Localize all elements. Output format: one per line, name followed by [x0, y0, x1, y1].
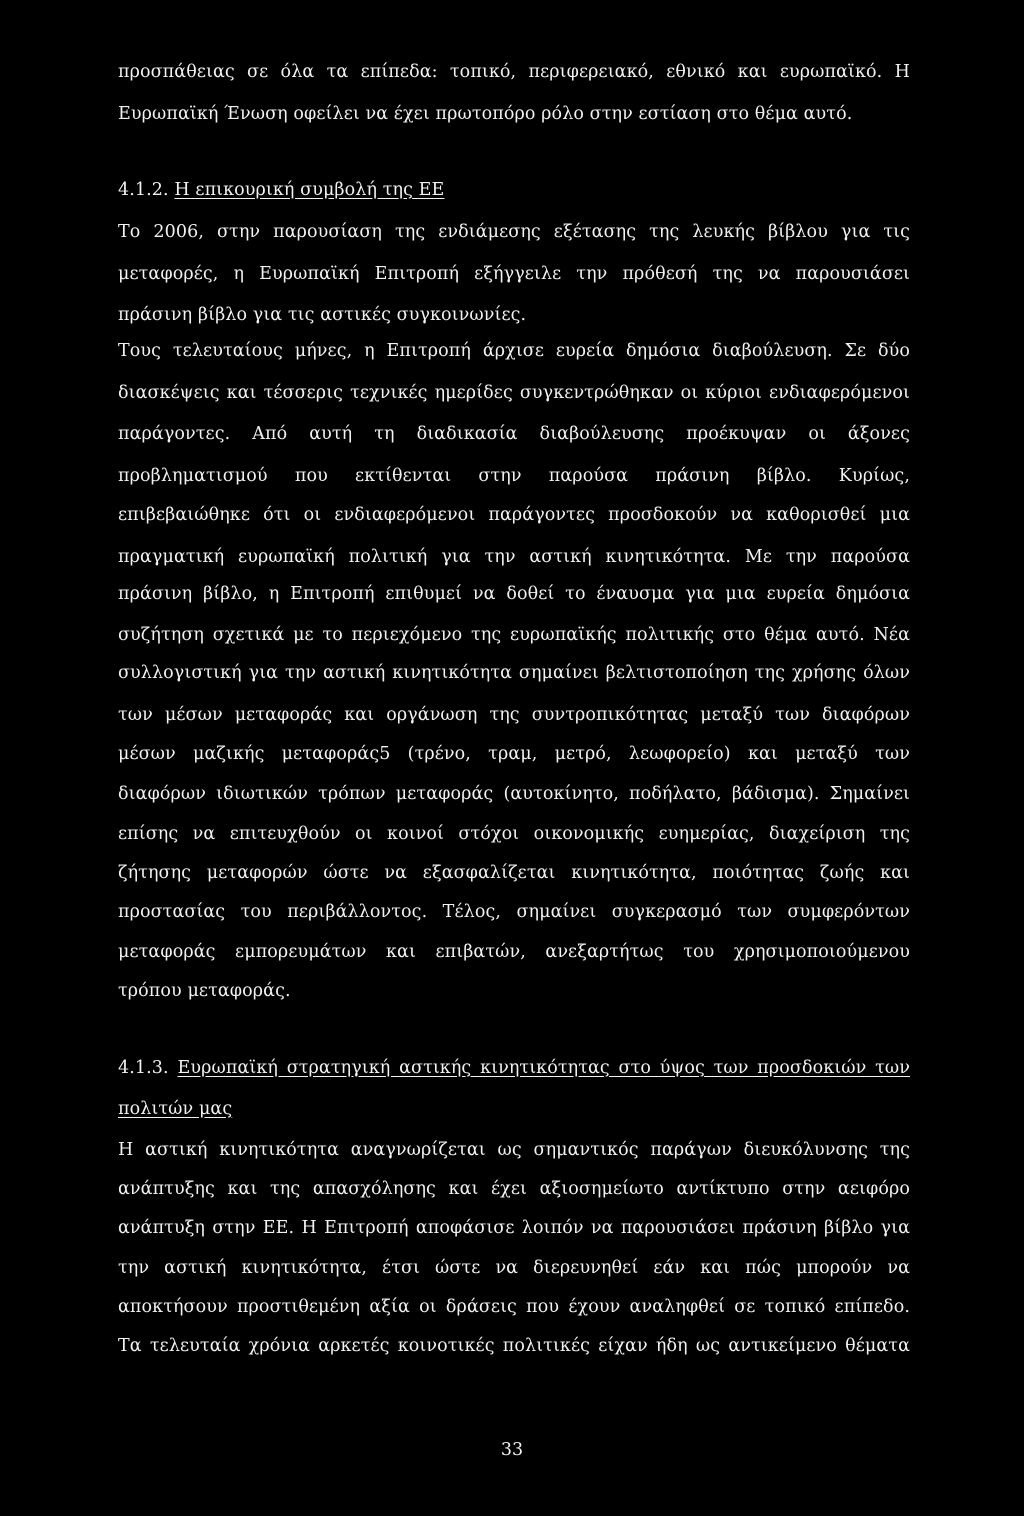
section-413-title-part-1: Ευρωπαϊκή στρατηγική αστικής κινητικότητας στο ύψος των προσδοκιών των — [177, 1058, 910, 1078]
section-413-line-6: Τα τελευταία χρόνια αρκετές κοινοτικές πολιτικές είχαν ήδη ως αντικείμενο θέματα — [118, 1336, 910, 1356]
intro-line-1: προσπάθειας σε όλα τα επίπεδα: τοπικό, περιφερειακό, εθνικό και ευρωπαϊκό. Η — [118, 62, 910, 82]
section-412-line-8: επιβεβαιώθηκε ότι οι ενδιαφερόμενοι παράγοντες προσδοκούν να καθορισθεί μια — [118, 505, 910, 525]
section-413-title-part-2: πολιτών μας — [118, 1099, 233, 1119]
section-412-line-6: παράγοντες. Από αυτή τη διαδικασία διαβούλευσης προέκυψαν οι άξονες — [118, 424, 910, 444]
section-413-line-5: αποκτήσουν προστιθεμένη αξία οι δράσεις που έχουν αναληφθεί σε τοπικό επίπεδο. — [118, 1297, 910, 1317]
section-412-line-10: πράσινη βίβλο, η Επιτροπή επιθυμεί να δοθεί το έναυσμα για μια ευρεία δημόσια — [118, 584, 910, 604]
section-412-line-18: προστασίας του περιβάλλοντος. Τέλος, σημαίνει συγκερασμό των συμφερόντων — [118, 902, 910, 922]
intro-line-2: Ευρωπαϊκή Ένωση οφείλει να έχει πρωτοπόρο ρόλο στην εστίαση στο θέμα αυτό. — [118, 104, 853, 124]
section-413-heading-line-1 — [118, 1058, 910, 1078]
section-413-line-1: Η αστική κινητικότητα αναγνωρίζεται ως σημαντικός παράγων διευκόλυνσης της — [118, 1140, 910, 1160]
section-412-line-7: προβληματισμού που εκτίθενται στην παρούσα πράσινη βίβλο. Κυρίως, — [118, 466, 910, 486]
section-412-line-12: συλλογιστική για την αστική κινητικότητα σημαίνει βελτιστοποίηση της χρήσης όλων — [118, 663, 910, 683]
section-412-line-13: των μέσων μεταφοράς και οργάνωση της συντροπικότητας μεταξύ των διαφόρων — [118, 705, 910, 725]
section-413-line-2: ανάπτυξης και της απασχόλησης και έχει αξιοσημείωτο αντίκτυπο στην αειφόρο — [118, 1179, 910, 1199]
section-412-line-17: ζήτησης μεταφορών ώστε να εξασφαλίζεται κινητικότητα, ποιότητας ζωής και — [118, 863, 910, 883]
section-412-title: Η επικουρική συμβολή της ΕΕ — [174, 180, 445, 200]
section-412-line-11: συζήτηση σχετικά με το περιεχόμενο της ευρωπαϊκής πολιτικής στο θέμα αυτό. Νέα — [118, 625, 910, 645]
section-412-line-20: τρόπου μεταφοράς. — [118, 981, 291, 1001]
section-412-line-1: Το 2006, στην παρουσίαση της ενδιάμεσης εξέτασης της λευκής βίβλου για τις — [118, 222, 910, 242]
section-412-line-4: Τους τελευταίους μήνες, η Επιτροπή άρχισε ευρεία δημόσια διαβούλευση. Σε δύο — [118, 341, 910, 361]
section-412-line-5: διασκέψεις και τέσσερις τεχνικές ημερίδες συγκεντρώθηκαν οι κύριοι ενδιαφερόμενοι — [118, 383, 910, 403]
section-412-heading — [118, 180, 444, 200]
section-412-line-16: επίσης να επιτευχθούν οι κοινοί στόχοι οικονομικής ευημερίας, διαχείριση της — [118, 824, 910, 844]
page-number: 33 — [500, 1440, 524, 1460]
section-412-line-2: μεταφορές, η Ευρωπαϊκή Επιτροπή εξήγγειλε την πρόθεσή της να παρουσιάσει — [118, 264, 910, 284]
section-412-line-15: διαφόρων ιδιωτικών τρόπων μεταφοράς (αυτοκίνητο, ποδήλατο, βάδισμα). Σημαίνει — [118, 784, 910, 804]
section-412-number: 4.1.2. — [118, 180, 169, 200]
section-413-line-3: ανάπτυξη στην ΕΕ. Η Επιτροπή αποφάσισε λοιπόν να παρουσιάσει πράσινη βίβλο για — [118, 1218, 910, 1238]
section-412-line-9: πραγματική ευρωπαϊκή πολιτική για την αστική κινητικότητα. Με την παρούσα — [118, 547, 910, 567]
section-413-number: 4.1.3. — [118, 1058, 169, 1078]
section-412-line-19: μεταφοράς εμπορευμάτων και επιβατών, ανεξαρτήτως του χρησιμοποιούμενου — [118, 942, 910, 962]
section-412-line-3: πράσινη βίβλο για τις αστικές συγκοινωνίες. — [118, 305, 527, 325]
section-413-line-4: την αστική κινητικότητα, έτσι ώστε να διερευνηθεί εάν και πώς μπορούν να — [118, 1258, 910, 1278]
section-412-line-14: μέσων μαζικής μεταφοράς5 (τρένο, τραμ, μετρό, λεωφορείο) και μεταξύ των — [118, 744, 910, 764]
